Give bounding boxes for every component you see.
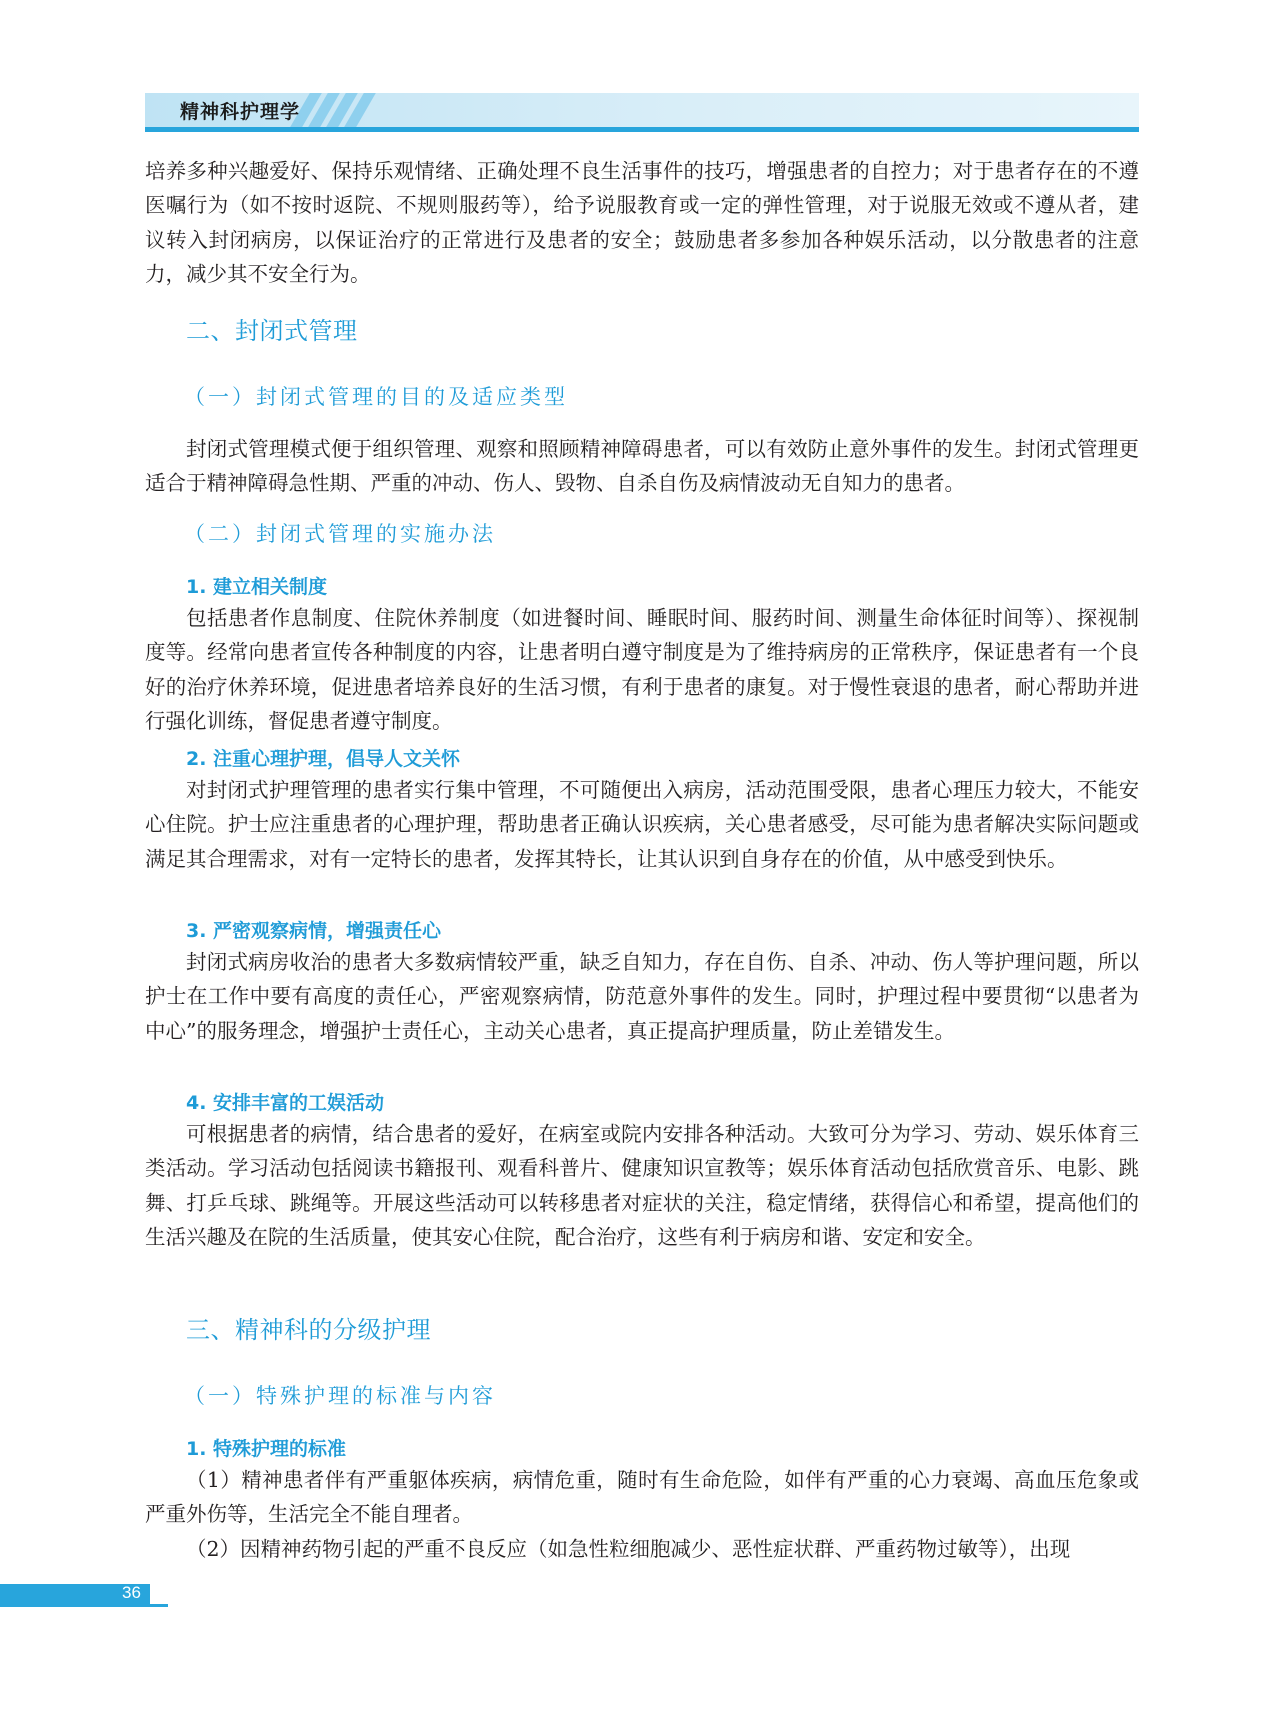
paragraph-block xyxy=(145,1117,1139,1255)
footer-rule xyxy=(0,1604,168,1607)
section-heading: 二、封闭式管理 xyxy=(186,317,358,345)
paragraph: （2）因精神药物引起的严重不良反应（如急性粒细胞减少、恶性症状群、严重药物过敏等），出现 xyxy=(186,1536,1071,1561)
paragraph-block xyxy=(145,773,1139,876)
paragraph: 可根据患者的病情，结合患者的爱好，在病室或院内安排各种活动。大致可分为学习、劳动、娱乐体育三类活动。学习活动包括阅读书籍报刊、观看科普片、健康知识宣教等；娱乐体育活动包括欣赏音乐、电影、跳舞、打乒乓球、跳绳等。开展这些活动可以转移患者对症状的关注，稳定情绪，获得信心和希望，提高他们的生活兴趣及在院的生活质量，使其安心住院，配合治疗，这些有利于病房和谐、安定和安全。 xyxy=(145,1122,1139,1250)
item-heading: 4. 安排丰富的工娱活动 xyxy=(186,1092,385,1114)
header-rule xyxy=(145,127,1139,132)
page-number: 36 xyxy=(122,1583,141,1602)
subsection-heading: （一）封闭式管理的目的及适应类型 xyxy=(184,385,568,409)
paragraph-block xyxy=(145,945,1139,1048)
section-heading: 三、精神科的分级护理 xyxy=(186,1316,431,1344)
subsection-heading: （二）封闭式管理的实施办法 xyxy=(184,522,496,546)
paragraph: （1）精神患者伴有严重躯体疾病，病情危重，随时有生命危险，如伴有严重的心力衰竭、高血压危象或严重外伤等，生活完全不能自理者。 xyxy=(145,1468,1139,1527)
paragraph: 封闭式管理模式便于组织管理、观察和照顾精神障碍患者，可以有效防止意外事件的发生。封闭式管理更适合于精神障碍急性期、严重的冲动、伤人、毁物、自杀自伤及病情波动无自知力的患者。 xyxy=(145,437,1139,496)
paragraph-block xyxy=(145,1463,1139,1566)
intro-paragraph: 培养多种兴趣爱好、保持乐观情绪、正确处理不良生活事件的技巧，增强患者的自控力；对于患者存在的不遵医嘱行为（如不按时返院、不规则服药等），给予说服教育或一定的弹性管理，对于说服无效或不遵从者，建议转入封闭病房，以保证治疗的正常进行及患者的安全；鼓励患者多参加各种娱乐活动，以分散患者的注意力，减少其不安全行为。 xyxy=(145,159,1139,287)
item-heading: 1. 建立相关制度 xyxy=(186,576,328,598)
running-header-title: 精神科护理学 xyxy=(180,101,301,123)
item-heading: 1. 特殊护理的标准 xyxy=(186,1438,347,1460)
paragraph: 对封闭式护理管理的患者实行集中管理，不可随便出入病房，活动范围受限，患者心理压力较大，不能安心住院。护士应注重患者的心理护理，帮助患者正确认识疾病，关心患者感受，尽可能为患者解决实际问题或满足其合理需求，对有一定特长的患者，发挥其特长，让其认识到自身存在的价值，从中感受到快乐。 xyxy=(145,778,1139,871)
intro-paragraph-block xyxy=(145,154,1139,292)
paragraph-block xyxy=(145,432,1139,501)
item-heading: 2. 注重心理护理，倡导人文关怀 xyxy=(186,748,461,770)
subsection-heading: （一）特殊护理的标准与内容 xyxy=(184,1384,496,1408)
paragraph: 包括患者作息制度、住院休养制度（如进餐时间、睡眠时间、服药时间、测量生命体征时间等）、探视制度等。经常向患者宣传各种制度的内容，让患者明白遵守制度是为了维持病房的正常秩序，保证患者有一个良好的治疗休养环境，促进患者培养良好的生活习惯，有利于患者的康复。对于慢性衰退的患者，耐心帮助并进行强化训练，督促患者遵守制度。 xyxy=(145,606,1139,734)
paragraph: 封闭式病房收治的患者大多数病情较严重，缺乏自知力，存在自伤、自杀、冲动、伤人等护理问题，所以护士在工作中要有高度的责任心，严密观察病情，防范意外事件的发生。同时，护理过程中要贯彻“以患者为中心”的服务理念，增强护士责任心，主动关心患者，真正提高护理质量，防止差错发生。 xyxy=(145,950,1139,1043)
item-heading: 3. 严密观察病情，增强责任心 xyxy=(186,920,442,942)
paragraph-block xyxy=(145,601,1139,739)
